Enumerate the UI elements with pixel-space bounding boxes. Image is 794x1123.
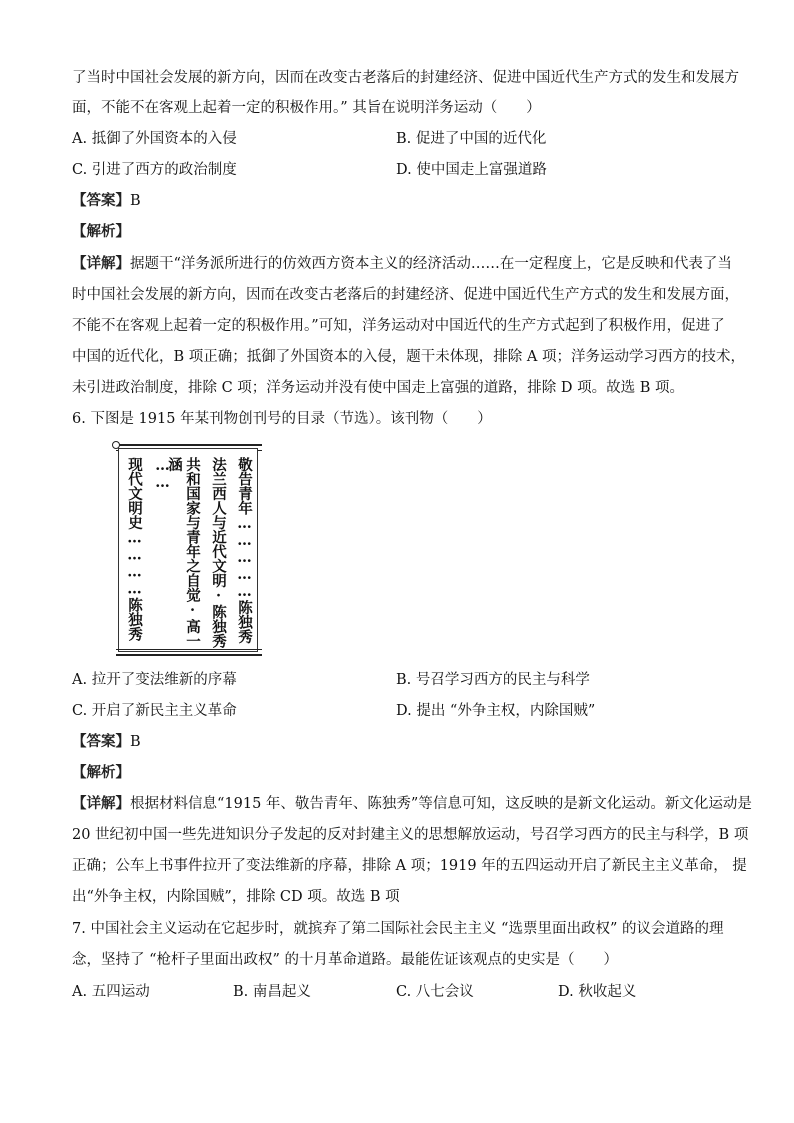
q6-detail-line4: 出“外争主权，内除国贼”，排除 CD 项。故选 B 项 <box>72 889 400 905</box>
q6-option-d: D. 提出 “外争主权，内除国贼” <box>396 703 596 719</box>
journal-contents-scroll-image <box>112 442 262 656</box>
scroll-bottom-rod <box>116 649 262 656</box>
q7-stem-line1: 7. 中国社会主义运动在它起步时，就摈弃了第二国际社会民主主义 “选票里面出政权” 的议会道路的理 <box>72 921 724 937</box>
q7-option-b: B. 南昌起义 <box>233 984 311 1000</box>
q7-option-d: D. 秋收起义 <box>558 984 637 1000</box>
q6-detail-line2: 20 世纪初中国一些先进知识分子发起的反对封建主义的思想解放运动，号召学习西方的民主与科学，B 项 <box>72 827 749 843</box>
q6-stem: 6. 下图是 1915 年某刊物创刊号的目录（节选）。该刊物（ ） <box>72 411 492 427</box>
q5-detail-line2: 时中国社会发展的新方向，因而在改变古老落后的封建经济、促进中国近代生产方式的发生和发展方面， <box>72 287 739 303</box>
q6-answer: 【答案】B <box>72 733 141 750</box>
q5-stem-line1: 了当时中国社会发展的新方向，因而在改变古老落后的封建经济、促进中国近代生产方式的发生和发展方 <box>72 70 739 86</box>
scroll-column-4: …… <box>154 457 171 491</box>
q5-analysis-tag: 【解析】 <box>72 223 130 240</box>
q5-option-d: D. 使中国走上富强道路 <box>396 162 547 178</box>
q5-option-a: A. 抵御了外国资本的入侵 <box>72 131 237 147</box>
q5-detail-line4: 中国的近代化，B 项正确；抵御了外国资本的入侵，题干未体现，排除 A 项；洋务运动学习西方的技术， <box>72 349 745 365</box>
q7-option-c: C. 八七会议 <box>396 984 474 1000</box>
q5-option-c: C. 引进了西方的政治制度 <box>72 162 237 178</box>
q6-option-b: B. 号召学习西方的民主与科学 <box>396 672 590 688</box>
q7-option-a: A. 五四运动 <box>72 984 150 1000</box>
q6-detail-line1: 【详解】根据材料信息“1915 年、敬告青年、陈独秀”等信息可知，这反映的是新文化运动。新文化运动是 <box>72 795 752 812</box>
q5-stem-line2: 面，不能不在客观上起着一定的积极作用。” 其旨在说明洋务运动（ ） <box>72 100 541 116</box>
q5-detail-line3: 不能不在客观上起着一定的积极作用。”可知，洋务运动对中国近代的生产方式起到了积极作用，促进了 <box>72 318 725 334</box>
scroll-column-3: 共和国家与青年之自觉·高一涵 <box>166 457 201 648</box>
q5-answer: 【答案】B <box>72 192 141 209</box>
scroll-column-1: 敬告青年……………陈独秀 <box>236 457 253 644</box>
q6-option-a: A. 拉开了变法维新的序幕 <box>72 672 237 688</box>
q5-detail-line1: 【详解】据题干“洋务派所进行的仿效西方资本主义的经济活动……在一定程度上，它是反映和代表了当 <box>72 255 732 272</box>
q7-stem-line2: 念，坚持了 “枪杆子里面出政权” 的十月革命道路。最能佐证该观点的史实是（ ） <box>72 952 619 968</box>
scroll-column-2: 法兰西人与近代文明·陈独秀 <box>210 457 227 648</box>
q6-option-c: C. 开启了新民主主义革命 <box>72 703 237 719</box>
q5-option-b: B. 促进了中国的近代化 <box>396 131 547 147</box>
scroll-column-5: 现代文明史…………陈独秀 <box>126 457 143 641</box>
q6-detail-line3: 正确；公车上书事件拉开了变法维新的序幕，排除 A 项；1919 年的五四运动开启了新民主主义革命， 提 <box>72 858 747 874</box>
q6-analysis-tag: 【解析】 <box>72 764 130 781</box>
q5-detail-line5: 未引进政治制度，排除 C 项；洋务运动并没有使中国走上富强的道路，排除 D 项。故选 B 项。 <box>72 380 685 396</box>
scroll-paper <box>118 448 258 652</box>
